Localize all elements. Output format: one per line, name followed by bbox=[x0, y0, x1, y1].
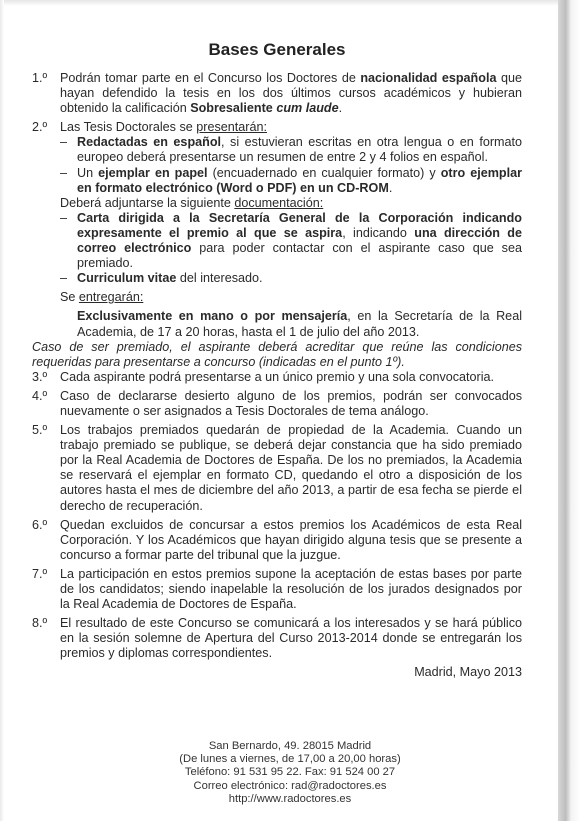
footer-hours: (De lunes a viernes, de 17,00 a 20,00 horas) bbox=[179, 753, 401, 766]
rule-1: 1.º Podrán tomar parte en el Concurso los Doctores de nacionalidad española que hayan defendido la tesis en los dos últimos cursos académicos y hubieran obtenido la calificación Sobresaliente cum laude. bbox=[32, 71, 522, 116]
footer-address: San Bernardo, 49. 28015 Madrid bbox=[208, 740, 372, 752]
rule-2: 2.º Las Tesis Doctorales se presentarán: bbox=[32, 120, 267, 135]
rule-number: 1.º bbox=[32, 71, 48, 85]
rule-2-documentation-intro: Deberá adjuntarse la siguiente documentación: bbox=[60, 195, 324, 210]
rule-2-sub-copies: – Un ejemplar en papel (encuadernado en cualquier formato) y otro ejemplar en formato electrónico (Word o PDF) en un CD-ROM. bbox=[60, 165, 523, 195]
rule-5: 5.º Los trabajos premiados quedarán de propiedad de la Academia. Cuando un trabajo premiado se publique, se deberá dejar constancia que ha sido premiado por la Real Academia de Doctores de España. De los no premiados, la Academia se reservará el ejemplar en formato CD, quedando el otro a disposición de los autores hasta el mes de diciembre del año 2013, a partir de esa fecha se pierde el derecho de recuperación. bbox=[32, 423, 522, 513]
footer-phone-fax: Teléfono: 91 531 95 22. Fax: 91 524 00 27 bbox=[184, 766, 396, 779]
rule-3: 3.º Cada aspirante podrá presentarse a un único premio y una sola convocatoria. bbox=[32, 369, 495, 384]
scan-top-edge bbox=[0, 0, 560, 6]
footer-website: http://www.radoctores.es bbox=[228, 792, 352, 805]
rule-number: 2.º bbox=[32, 120, 48, 135]
rule-2-sub-letter: – Carta dirigida a la Secretaría General de la Corporación indicando expresamente el premio al que se aspira, indicando una dirección de correo electrónico para poder contactar con el aspirante caso que sea premiado. bbox=[60, 210, 522, 271]
document-page bbox=[32, 40, 522, 681]
rule-2-delivery-detail: Exclusivamente en mano o por mensajería, en la Secretaría de la Real Academia, de 17 a 20 horas, hasta el 1 de julio del año 2013. bbox=[77, 309, 522, 339]
contact-footer bbox=[0, 740, 580, 806]
rule-7: 7.º La participación en estos premios supone la aceptación de estas bases por parte de los candidatos; siendo inapelable la resolución de los jurados designados por la Real Academia de Doctores de España. bbox=[32, 566, 522, 612]
place-date-signature: Madrid, Mayo 2013 bbox=[414, 665, 522, 680]
rule-number: 6.º bbox=[32, 517, 48, 532]
rule-8: 8.º El resultado de este Concurso se comunicará a los interesados y se hará público en la sesión solemne de Apertura del Curso 2013-2014 donde se entregarán los premios y diplomas correspondientes. bbox=[32, 616, 522, 661]
footer-email: Correo electrónico: rad@radoctores.es bbox=[193, 779, 387, 792]
page-title: Bases Generales bbox=[208, 40, 346, 59]
rule-number: 3.º bbox=[32, 369, 48, 384]
rule-number: 4.º bbox=[32, 388, 48, 403]
scan-right-edge bbox=[558, 0, 580, 821]
rule-number: 8.º bbox=[32, 616, 48, 631]
rule-4: 4.º Caso de declararse desierto alguno de los premios, podrán ser convocados nuevamente o ser asignados a Tesis Doctorales de tema análogo. bbox=[32, 388, 522, 418]
rule-2-sub-cv: – Curriculum vitae del interesado. bbox=[60, 271, 263, 286]
rule-number: 5.º bbox=[32, 423, 48, 438]
rule-2-delivery-intro: Se entregarán: bbox=[60, 290, 144, 305]
rule-6: 6.º Quedan excluidos de concursar a estos premios los Académicos de esta Real Corporación. Y los Académicos que hayan dirigido alguna tesis que se presente a concurso a formar parte del tribunal que la juzgue. bbox=[32, 517, 522, 562]
winner-conditions-note: Caso de ser premiado, el aspirante deberá acreditar que reúne las condiciones requeridas para presentarse a concurso (indicadas en el punto 1º). bbox=[32, 339, 522, 369]
rule-number: 7.º bbox=[32, 566, 48, 581]
scan-left-edge bbox=[0, 0, 4, 821]
rule-2-sub-language: – Redactadas en español, si estuvieran escritas en otra lengua o en formato europeo deberá presentarse un resumen de entre 2 y 4 folios en español. bbox=[60, 135, 523, 165]
